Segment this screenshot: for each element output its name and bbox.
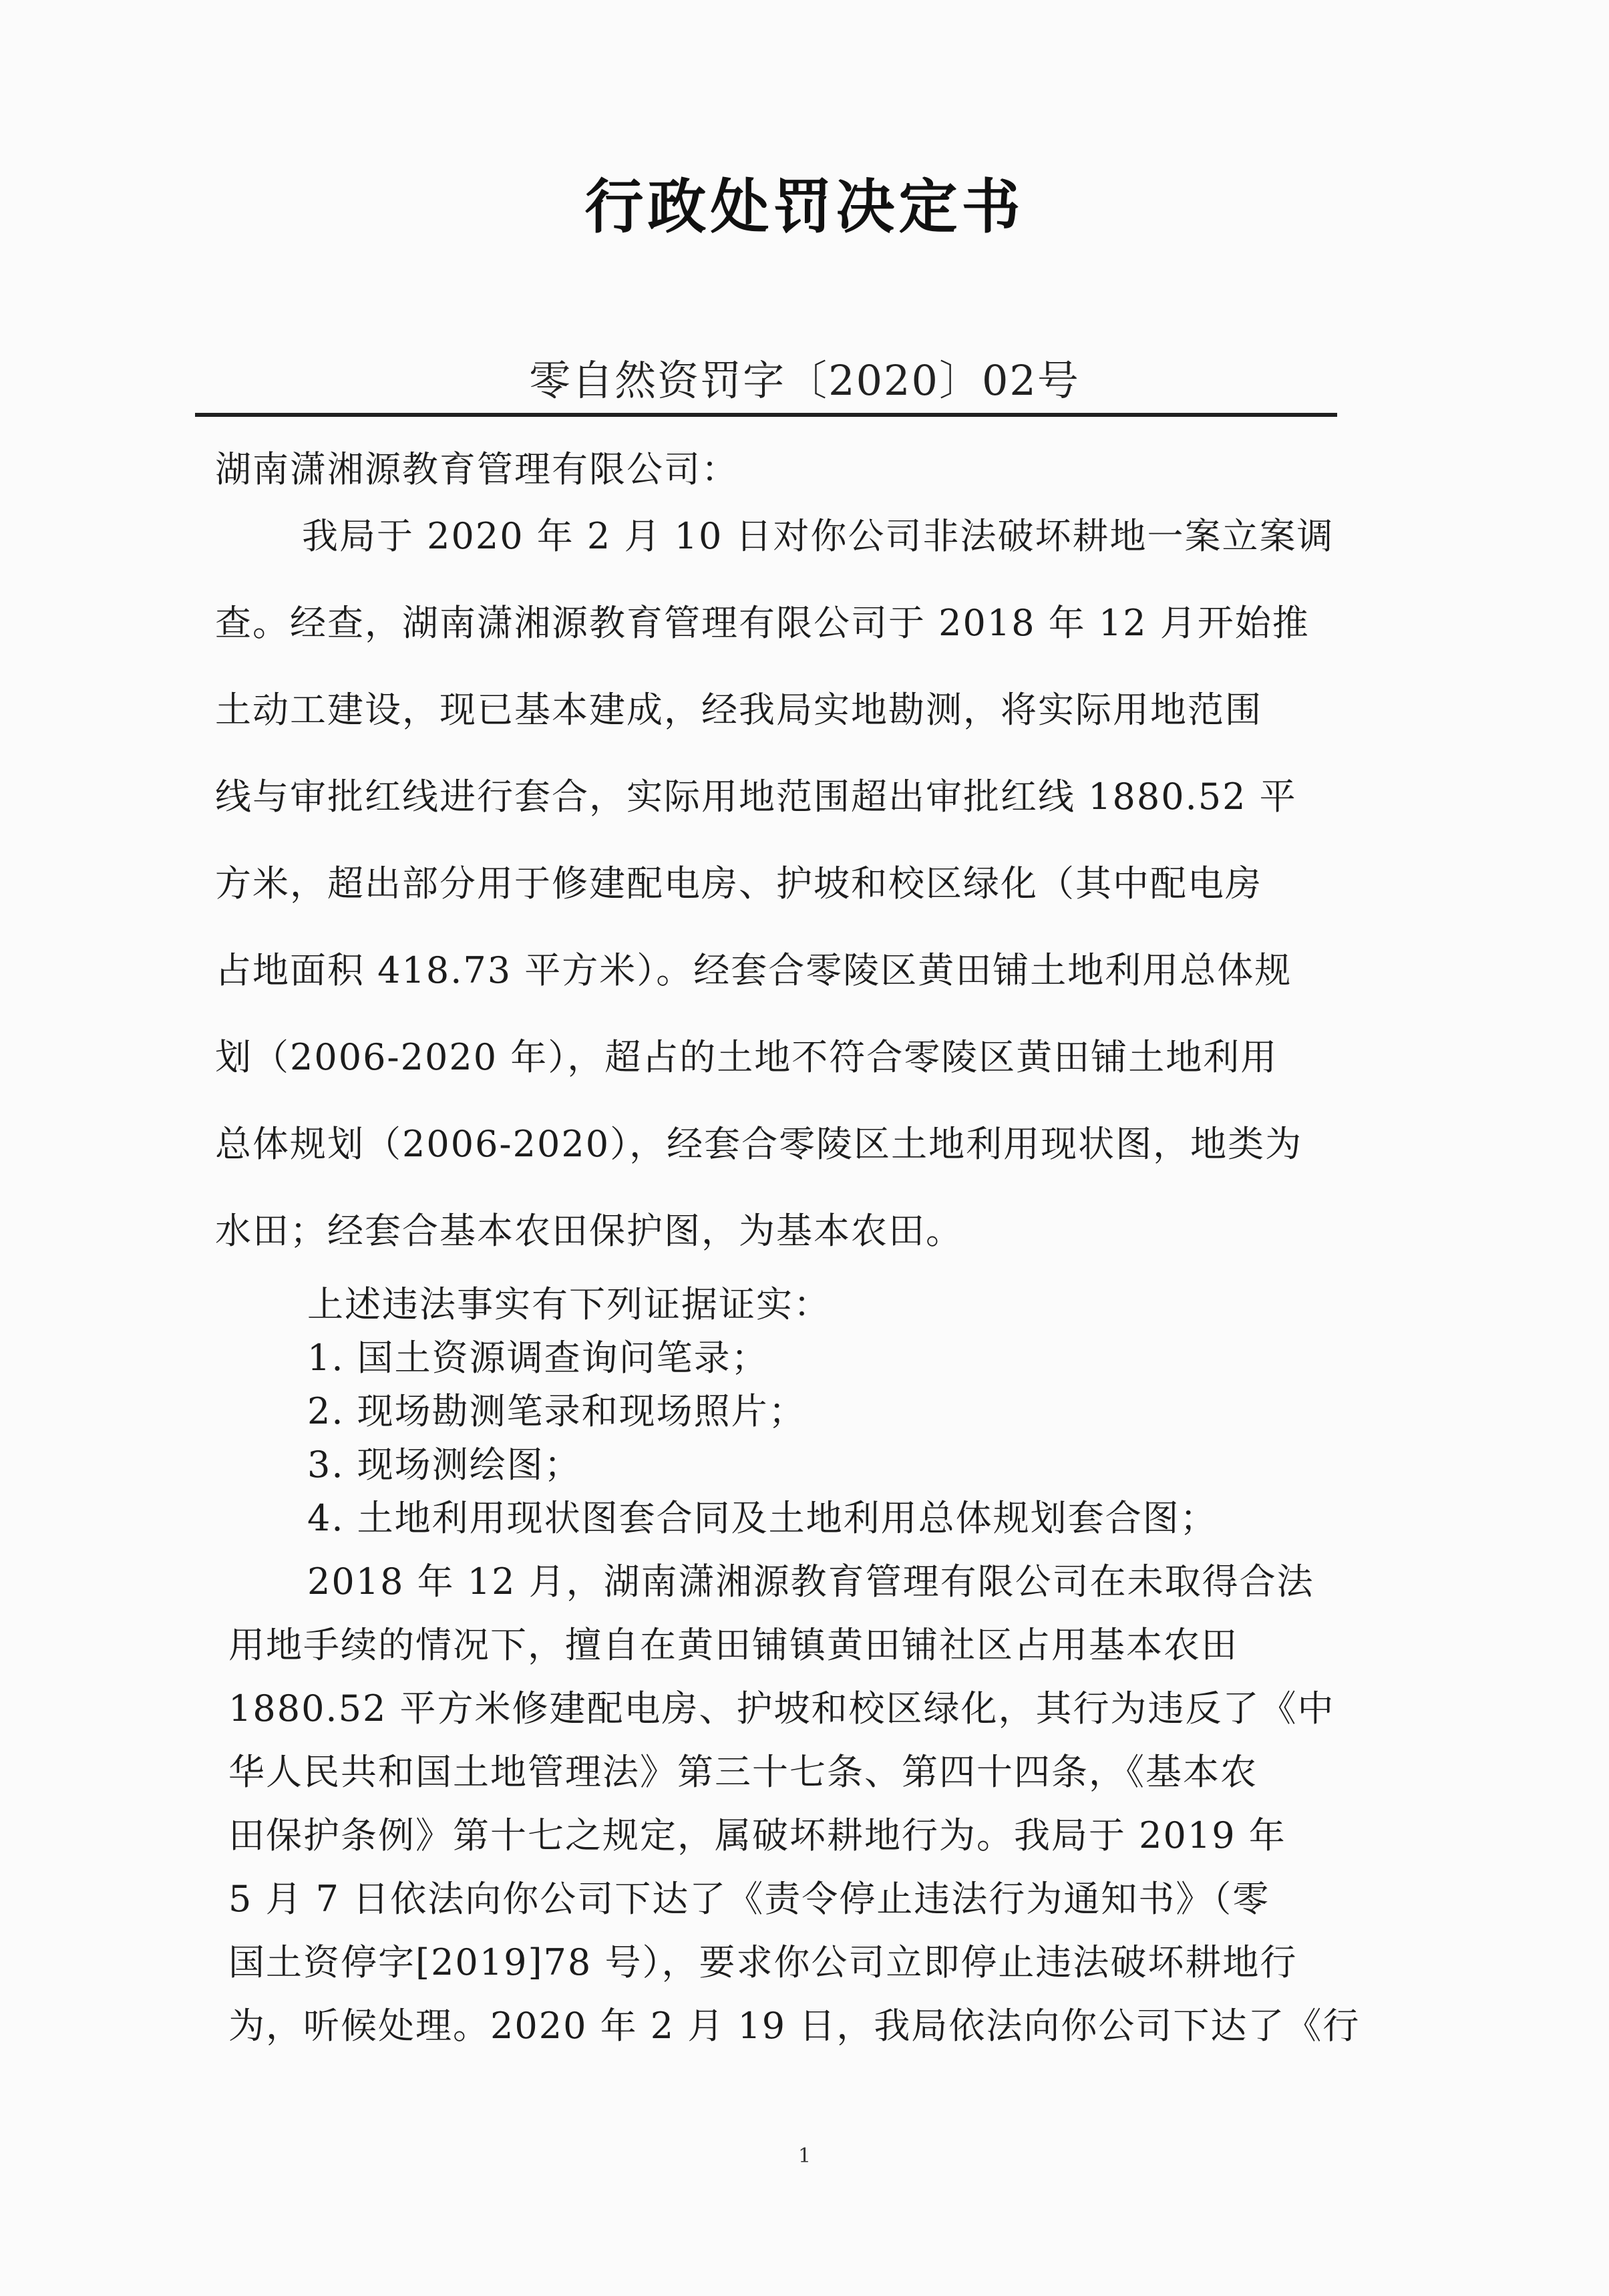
evidence-intro: 上述违法事实有下列证据证实： xyxy=(307,1283,831,1325)
paragraph2-line: 5 月 7 日依法向你公司下达了《责令停止违法行为通知书》（零 xyxy=(228,1878,1270,1920)
document-number: 零自然资罚字〔2020〕02号 xyxy=(529,356,1080,405)
paragraph2-line: 田保护条例》第十七之规定，属破坏耕地行为。我局于 2019 年 xyxy=(228,1814,1286,1856)
paragraph1-line: 总体规划（2006-2020），经套合零陵区土地利用现状图，地类为 xyxy=(215,1123,1303,1165)
paragraph1-line: 我局于 2020 年 2 月 10 日对你公司非法破坏耕地一案立案调 xyxy=(302,515,1334,557)
paragraph2-line: 华人民共和国土地管理法》第三十七条、第四十四条，《基本农 xyxy=(228,1751,1258,1793)
paragraph2-line: 2018 年 12 月，湖南潇湘源教育管理有限公司在未取得合法 xyxy=(307,1561,1314,1603)
paragraph2-line: 1880.52 平方米修建配电房、护坡和校区绿化，其行为违反了《中 xyxy=(228,1687,1335,1730)
evidence-item: 2. 现场勘测笔录和现场照片； xyxy=(307,1390,806,1432)
paragraph2-line: 用地手续的情况下，擅自在黄田铺镇黄田铺社区占用基本农田 xyxy=(228,1624,1238,1666)
paragraph1-line: 占地面积 418.73 平方米）。经套合零陵区黄田铺土地利用总体规 xyxy=(215,949,1292,991)
paragraph2-line: 为，听候处理。2020 年 2 月 19 日，我局依法向你公司下达了《行 xyxy=(228,2005,1361,2047)
evidence-item: 3. 现场测绘图； xyxy=(307,1444,582,1486)
paragraph2-line: 国土资停字[2019]78 号），要求你公司立即停止违法破坏耕地行 xyxy=(228,1941,1298,1983)
evidence-item: 4. 土地利用现状图套合同及土地利用总体规划套合图； xyxy=(307,1497,1218,1539)
paragraph1-line: 查。经查，湖南潇湘源教育管理有限公司于 2018 年 12 月开始推 xyxy=(215,602,1310,644)
paragraph1-line: 划（2006-2020 年），超占的土地不符合零陵区黄田铺土地利用 xyxy=(215,1036,1278,1078)
paragraph1-line: 土动工建设，现已基本建成，经我局实地勘测，将实际用地范围 xyxy=(215,689,1262,731)
page-number: 1 xyxy=(797,2144,812,2168)
header-rule xyxy=(195,413,1337,417)
paragraph1-line: 线与审批红线进行套合，实际用地范围超出审批红线 1880.52 平 xyxy=(215,776,1297,818)
document-title: 行政处罚决定书 xyxy=(584,172,1025,241)
evidence-item: 1. 国土资源调查询问笔录； xyxy=(307,1337,769,1379)
addressee: 湖南潇湘源教育管理有限公司： xyxy=(215,448,739,490)
paragraph1-line: 水田；经套合基本农田保护图，为基本农田。 xyxy=(215,1210,963,1252)
paragraph1-line: 方米，超出部分用于修建配电房、护坡和校区绿化（其中配电房 xyxy=(215,862,1262,905)
